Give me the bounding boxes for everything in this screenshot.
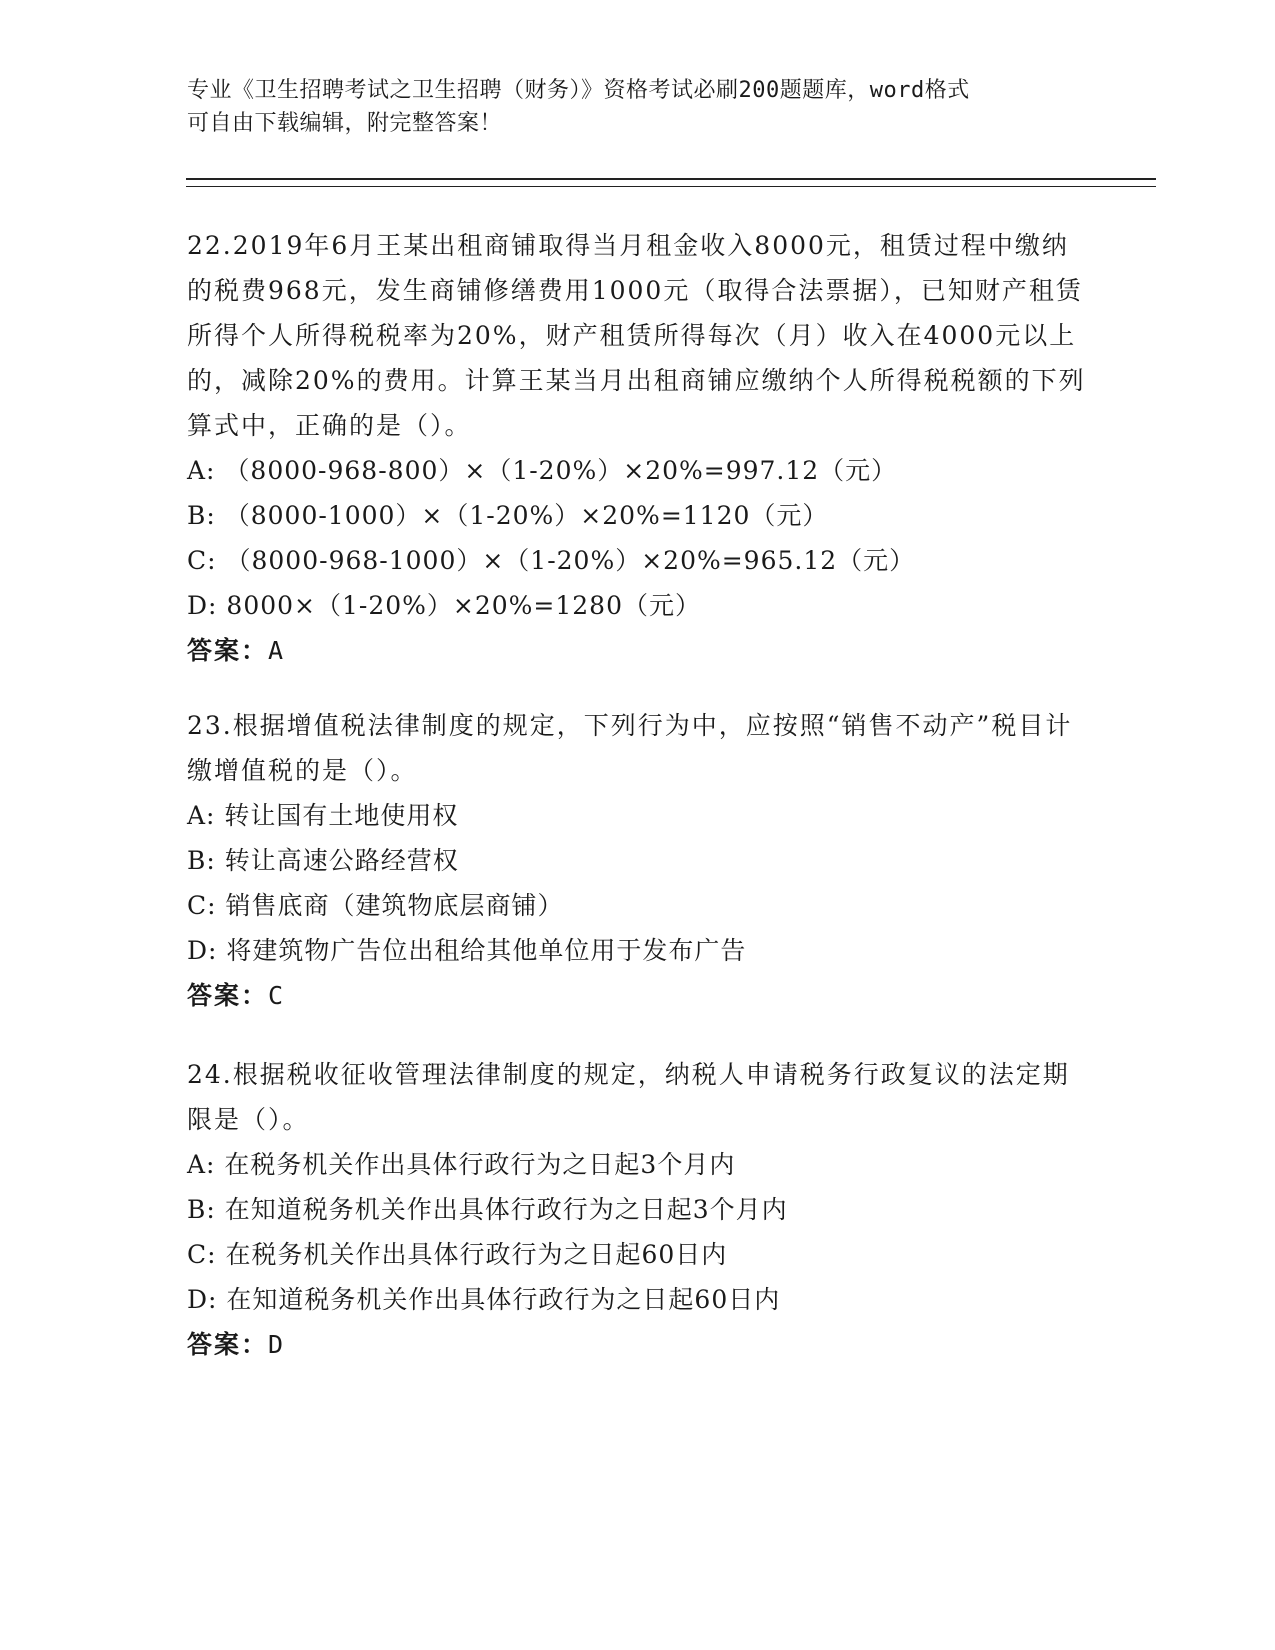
header-line-1: 专业《卫生招聘考试之卫生招聘（财务）》资格考试必刷200题题库，word格式 [187,78,970,103]
option-b: B: （8000-1000）×（1-20%）×20%=1120（元） [187,501,829,530]
answer-label: 答案： [187,981,269,1010]
document-header [187,74,1077,140]
answer-line [187,1322,1087,1367]
answer-value: A [268,636,285,665]
question-23 [187,703,1087,1018]
answer-value: D [268,1330,285,1359]
question-stem: 23.根据增值税法律制度的规定，下列行为中，应按照“销售不动产”税目计缴增值税的是（）。 [187,711,1073,785]
answer-line [187,628,1087,673]
question-22 [187,223,1087,673]
header-divider [186,178,1156,187]
option-d: D: 将建筑物广告位出租给其他单位用于发布广告 [187,936,747,965]
question-stem: 24.根据税收征收管理法律制度的规定，纳税人申请税务行政复议的法定期限是（）。 [187,1060,1070,1134]
header-line-2: 可自由下载编辑，附完整答案！ [187,111,503,136]
option-b: B: 在知道税务机关作出具体行政行为之日起3个月内 [187,1195,788,1224]
option-d: D: 在知道税务机关作出具体行政行为之日起60日内 [187,1285,781,1314]
option-c: C: （8000-968-1000）×（1-20%）×20%=965.12（元） [187,546,916,575]
option-a: A: 在税务机关作出具体行政行为之日起3个月内 [187,1150,736,1179]
option-b: B: 转让高速公路经营权 [187,846,459,875]
answer-label: 答案： [187,636,269,665]
answer-label: 答案： [187,1330,269,1359]
answer-line [187,973,1087,1018]
option-c: C: 在税务机关作出具体行政行为之日起60日内 [187,1240,728,1269]
option-c: C: 销售底商（建筑物底层商铺） [187,891,564,920]
question-24 [187,1052,1087,1367]
option-a: A: （8000-968-800）×（1-20%）×20%=997.12（元） [187,456,898,485]
question-stem: 22.2019年6月王某出租商铺取得当月租金收入8000元，租赁过程中缴纳的税费968元，发生商铺修缮费用1000元（取得合法票据），已知财产租赁所得个人所得税税率为20%，财产租赁所得每次（月）收入在4000元以上的，减除20%的费用。计算王某当月出租商铺应缴纳个人所得税税额的下列算式中，正确的是（）。 [187,231,1086,440]
option-d: D: 8000×（1-20%）×20%=1280（元） [187,591,701,620]
option-a: A: 转让国有土地使用权 [187,801,459,830]
answer-value: C [268,981,285,1010]
